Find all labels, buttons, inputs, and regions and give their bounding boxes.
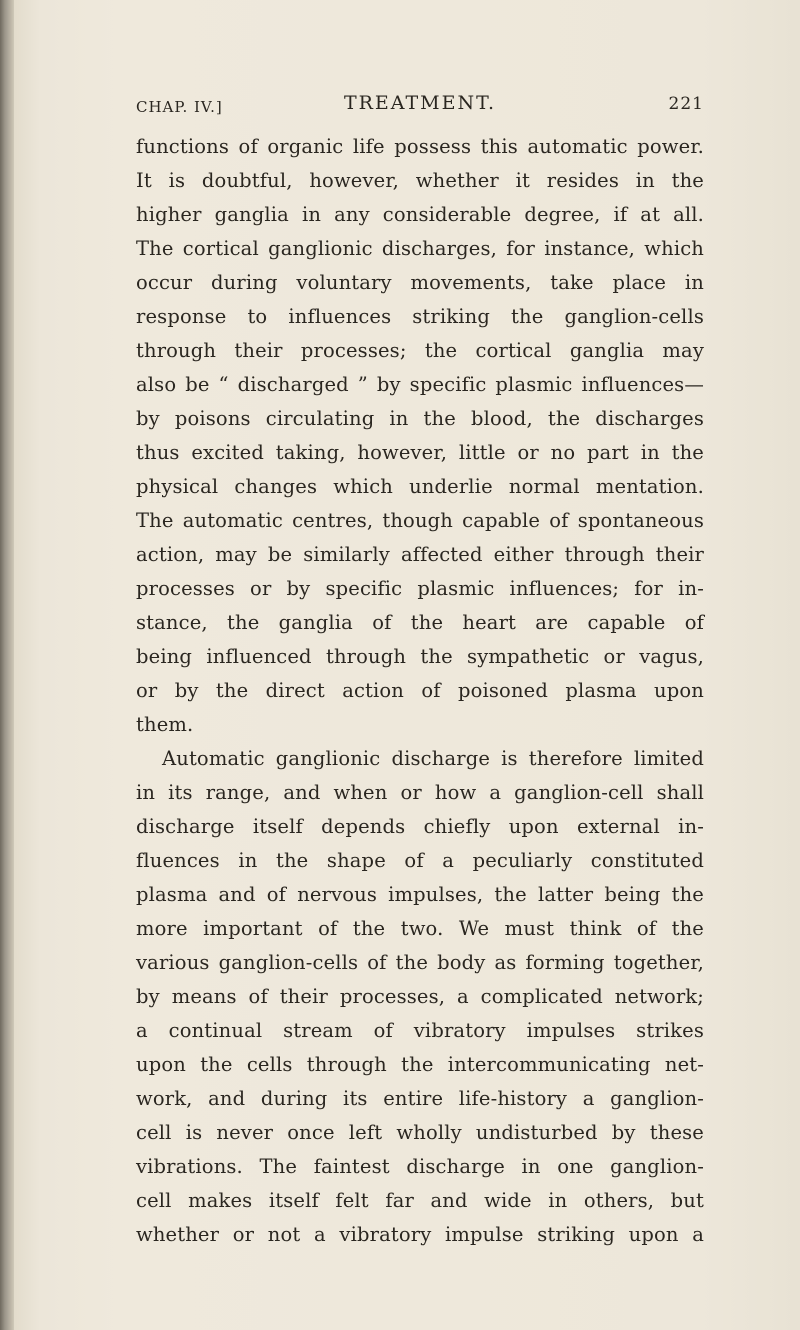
text-line: action, may be similarly affected either through their	[136, 543, 704, 566]
text-line: through their processes; the cortical ganglia may	[136, 339, 704, 362]
text-line: by poisons circulating in the blood, the discharges	[136, 407, 704, 430]
text-line: Automatic ganglionic discharge is therefore limited	[162, 747, 704, 770]
text-line: stance, the ganglia of the heart are capable of	[136, 611, 704, 634]
text-line: occur during voluntary movements, take place in	[136, 271, 704, 294]
text-line: by means of their processes, a complicated network;	[136, 985, 704, 1008]
text-line: cell makes itself felt far and wide in others, but	[136, 1189, 704, 1212]
text-line: The automatic centres, though capable of spontaneous	[136, 509, 704, 532]
text-line: physical changes which underlie normal mentation.	[136, 475, 704, 498]
body-text	[136, 130, 704, 1252]
text-line: various ganglion-cells of the body as forming together,	[136, 951, 704, 974]
text-line: processes or by specific plasmic influences; for in-	[136, 577, 704, 600]
text-line: being influenced through the sympathetic or vagus,	[136, 645, 704, 668]
text-line: The cortical ganglionic discharges, for instance, which	[136, 237, 704, 260]
text-line: a continual stream of vibratory impulses strikes	[136, 1019, 704, 1042]
text-line: upon the cells through the intercommunicating net-	[136, 1053, 704, 1076]
text-line: plasma and of nervous impulses, the latter being the	[136, 883, 704, 906]
running-header	[136, 92, 704, 122]
text-line: work, and during its entire life-history a ganglion-	[136, 1087, 704, 1110]
chapter-label: CHAP. IV.]	[136, 98, 223, 116]
text-line: whether or not a vibratory impulse striking upon a	[136, 1223, 704, 1246]
page-number: 221	[668, 94, 704, 114]
text-line: It is doubtful, however, whether it resides in the	[136, 169, 704, 192]
text-line: vibrations. The faintest discharge in one ganglion-	[136, 1155, 704, 1178]
text-line: higher ganglia in any considerable degree, if at all.	[136, 203, 704, 226]
text-line: discharge itself depends chiefly upon external in-	[136, 815, 704, 838]
text-line: them.	[136, 713, 194, 736]
binding-shadow	[0, 0, 14, 1330]
text-line: or by the direct action of poisoned plasma upon	[136, 679, 704, 702]
running-title: TREATMENT.	[343, 92, 497, 114]
text-line: response to influences striking the ganglion-cells	[136, 305, 704, 328]
text-line: thus excited taking, however, little or no part in the	[136, 441, 704, 464]
text-line: fluences in the shape of a peculiarly constituted	[136, 849, 704, 872]
text-line: also be “ discharged ” by specific plasmic influences—	[136, 373, 704, 396]
text-line: cell is never once left wholly undisturbed by these	[136, 1121, 704, 1144]
text-line: in its range, and when or how a ganglion-cell shall	[136, 781, 704, 804]
text-line: functions of organic life possess this automatic power.	[136, 135, 704, 158]
text-line: more important of the two. We must think of the	[136, 917, 704, 940]
